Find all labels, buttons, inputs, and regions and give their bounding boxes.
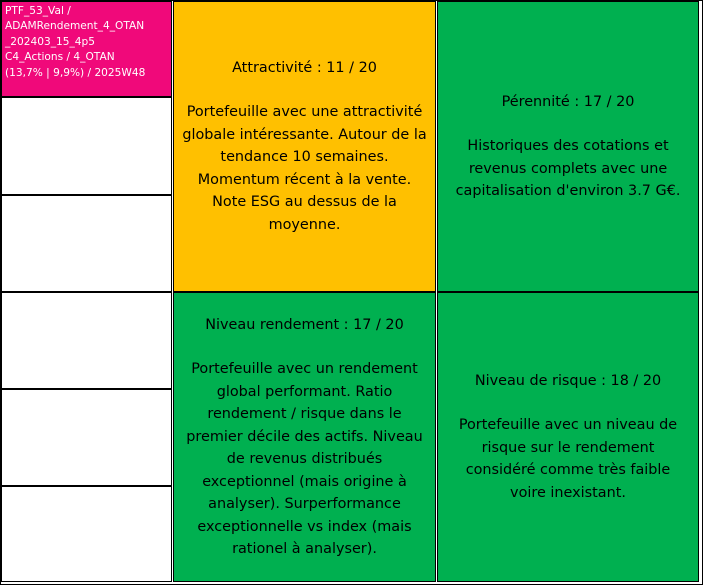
blank-cell (1, 97, 172, 195)
perennite-title: Pérennité : 17 / 20 (501, 93, 635, 110)
blank-cell (1, 486, 172, 582)
risque-panel (437, 292, 699, 582)
portfolio-header-cell: PTF_53_Val / ADAMRendement_4_OTAN _202403_15_4p5 C4_Actions / 4_OTAN (13,7% | 9,9%) / 2025W48 (1, 1, 172, 97)
rendement-title: Niveau rendement : 17 / 20 (205, 316, 404, 333)
attractivite-panel (173, 1, 436, 292)
blank-cell (1, 389, 172, 486)
blank-cell (1, 195, 172, 292)
attractivite-description: Portefeuille avec une attractivité globale intéressante. Autour de la tendance 10 semaines. Momentum récent à la vente. Note ESG au dessus de la moyenne. (182, 104, 427, 233)
attractivite-title: Attractivité : 11 / 20 (232, 59, 377, 76)
rendement-description: Portefeuille avec un rendement global performant. Ratio rendement / risque dans le premier décile des actifs. Niveau de revenus distribués exceptionnel (mais origine à analyser). Surperformance exceptionnelle vs index (mais rationel à analyser). (186, 361, 423, 557)
perennite-panel (437, 1, 699, 292)
blank-cell (1, 292, 172, 389)
rendement-panel (173, 292, 436, 582)
risque-description: Portefeuille avec un niveau de risque sur le rendement considéré comme très faible voire inexistant. (458, 417, 678, 501)
risque-title: Niveau de risque : 18 / 20 (474, 372, 662, 389)
perennite-description: Historiques des cotations et revenus complets avec une capitalisation d'environ 3.7 G€. (455, 138, 681, 199)
